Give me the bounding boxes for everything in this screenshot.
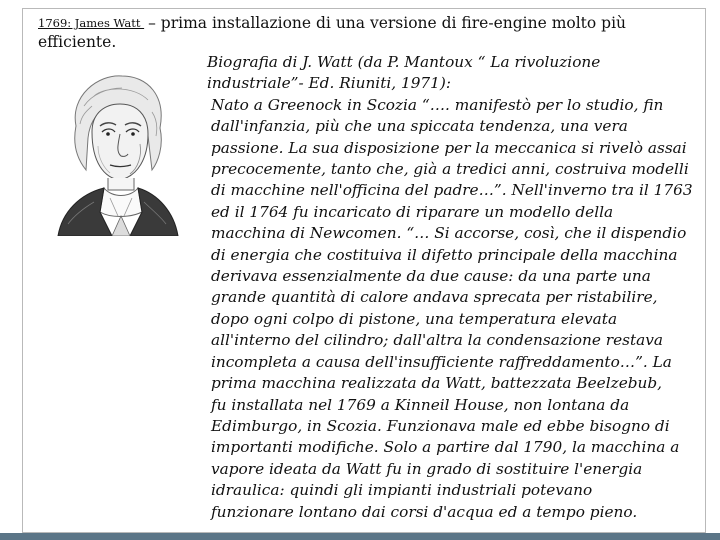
header-dash: – bbox=[148, 14, 156, 32]
slide-header bbox=[38, 14, 698, 52]
bio-line: Nato a Greenock in Scozia “…. manifestò per lo studio, fin bbox=[211, 95, 664, 114]
bio-line: dall'infanzia, più che una spiccata tendenza, una vera bbox=[211, 117, 628, 136]
bio-line: precocemente, tanto che, già a tredici anni, costruiva modelli bbox=[211, 160, 689, 179]
bio-line: passione. La sua disposizione per la meccanica si rivelò assai bbox=[211, 138, 687, 157]
bio-line: funzionare lontano dai corsi d'acqua ed a tempo pieno. bbox=[211, 502, 638, 521]
header-title-line1: prima installazione di una versione di fire-engine molto più bbox=[160, 14, 627, 32]
bio-line: di macchine nell'officina del padre…”. Nell'inverno tra il 1763 bbox=[211, 181, 693, 200]
bio-line: ed il 1764 fu incaricato di riparare un modello della bbox=[211, 202, 614, 221]
bio-line: idraulica: quindi gli impianti industriali potevano bbox=[211, 481, 593, 500]
bio-line: derivava essenzialmente da due cause: da una parte una bbox=[211, 267, 651, 286]
bio-source-line1: Biografia di J. Watt (da P. Mantoux “ La rivoluzione bbox=[207, 53, 601, 71]
bio-source-line bbox=[207, 52, 703, 95]
bio-line: grande quantità di calore andava sprecata per ristabilire, bbox=[211, 288, 658, 307]
bio-body bbox=[207, 95, 703, 523]
bio-line: importanti modifiche. Solo a partire dal 1790, la macchina a bbox=[211, 438, 680, 457]
bio-source-line2: industriale”- Ed. Riuniti, 1971): bbox=[207, 74, 452, 93]
bottom-accent-bar bbox=[0, 533, 720, 540]
portrait-image bbox=[48, 66, 188, 236]
bio-line: macchina di Newcomen. “… Si accorse, così, che il dispendio bbox=[211, 224, 687, 243]
bio-line: fu installata nel 1769 a Kinneil House, non lontana da bbox=[211, 395, 630, 414]
header-title-line2: efficiente. bbox=[38, 33, 117, 51]
bio-line: prima macchina realizzata da Watt, battezzata Beelzebub, bbox=[211, 374, 663, 393]
bio-line: vapore ideata da Watt fu in grado di sostituire l'energia bbox=[211, 459, 643, 478]
bio-line: Edimburgo, in Scozia. Funzionava male ed ebbe bisogno di bbox=[211, 416, 670, 435]
bio-line: all'interno del cilindro; dall'altra la condensazione restava bbox=[211, 331, 664, 350]
date-label: 1769: James Watt bbox=[38, 16, 145, 30]
bio-line: incompleta a causa dell'insufficiente raffreddamento…”. La bbox=[211, 352, 672, 371]
bio-line: dopo ogni colpo di pistone, una temperatura elevata bbox=[211, 309, 618, 328]
bio-line: di energia che costituiva il difetto principale della macchina bbox=[211, 245, 678, 264]
biography-text bbox=[207, 52, 703, 523]
